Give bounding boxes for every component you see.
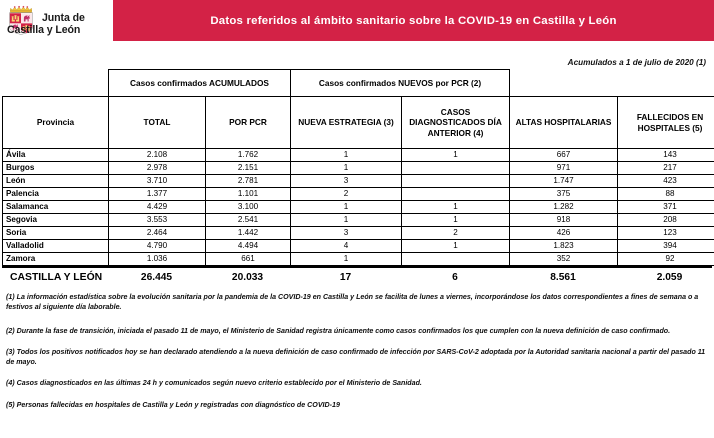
- cell-total: 2.108: [109, 149, 206, 162]
- table-row: [3, 240, 714, 253]
- cell-fallecidos: 371: [618, 201, 714, 214]
- cell-nueva-estrategia: 3: [291, 175, 402, 188]
- cell-fallecidos: 217: [618, 162, 714, 175]
- cell-nueva-estrategia: 1: [291, 149, 402, 162]
- cell-provincia: Burgos: [3, 162, 109, 175]
- table-row: [3, 201, 714, 214]
- cell-por-pcr: 2.541: [206, 214, 291, 227]
- table-row: [3, 188, 714, 201]
- cell-provincia: Ávila: [3, 149, 109, 162]
- column-header-total: TOTAL: [109, 97, 206, 149]
- footnote-1: (1) La información estadística sobre la evolución sanitaria por la pandemia de la COVID-19 en Castilla y León se facilita de lunes a viernes, incorporándose los datos correspondientes a fines de semana o a festivos al siguiente día laborable.: [6, 293, 699, 312]
- junta-logo-text: [7, 12, 85, 37]
- total-cell-nueva-estrategia: 17: [339, 272, 352, 283]
- cell-dia-anterior: [402, 253, 510, 266]
- cell-dia-anterior: [402, 162, 510, 175]
- cell-nueva-estrategia: 1: [291, 201, 402, 214]
- cell-fallecidos: 123: [618, 227, 714, 240]
- covid-data-table: [2, 69, 714, 266]
- cell-nueva-estrategia: 2: [291, 188, 402, 201]
- cell-altas: 971: [510, 162, 618, 175]
- page-banner: [0, 0, 714, 41]
- cell-provincia: Zamora: [3, 253, 109, 266]
- column-header-altas-hospitalarias: ALTAS HOSPITALARIAS: [510, 97, 618, 149]
- cell-por-pcr: 1.101: [206, 188, 291, 201]
- cell-fallecidos: 423: [618, 175, 714, 188]
- footnote-3: (3) Todos los positivos notificados hoy se han declarado atendiendo a la nueva definición de caso confirmado de infección por SARS-CoV-2 adoptada por la Autoridad sanitaria nacional a partir del pasado 11 de mayo.: [6, 347, 706, 367]
- total-cell-dia-anterior: 6: [452, 272, 458, 283]
- cell-dia-anterior: 1: [402, 149, 510, 162]
- cell-altas: 667: [510, 149, 618, 162]
- cell-total: 1.377: [109, 188, 206, 201]
- accumulated-date-label: Acumulados a 1 de julio de 2020 (1): [567, 58, 706, 67]
- logo-line-1: Junta de: [42, 12, 85, 24]
- footnote-2: (2) Durante la fase de transición, iniciada el pasado 11 de mayo, el Ministerio de Sanidad registra únicamente como casos confirmados los que cumplen con la nueva definición de caso confirmado.: [6, 326, 671, 335]
- table-row: [3, 175, 714, 188]
- cell-provincia: Segovia: [3, 214, 109, 227]
- column-header-provincia: Provincia: [3, 97, 109, 149]
- cell-por-pcr: 1.762: [206, 149, 291, 162]
- total-cell-por-pcr: 20.033: [231, 272, 264, 283]
- cell-total: 2.978: [109, 162, 206, 175]
- cell-fallecidos: 88: [618, 188, 714, 201]
- logo-line-2: Castilla y León: [7, 23, 81, 36]
- cell-por-pcr: 2.151: [206, 162, 291, 175]
- total-cell-total: 26.445: [140, 272, 173, 283]
- footnote-4: (4) Casos diagnosticados en las últimas 24 h y comunicados según nuevo criterio establecido por el Ministerio de Sanidad.: [6, 379, 422, 388]
- cell-fallecidos: 92: [618, 253, 714, 266]
- table-column-header-row: [3, 97, 714, 149]
- cell-altas: 918: [510, 214, 618, 227]
- cell-total: 3.553: [109, 214, 206, 227]
- cell-por-pcr: 3.100: [206, 201, 291, 214]
- cell-dia-anterior: 1: [402, 240, 510, 253]
- cell-total: 1.036: [109, 253, 206, 266]
- total-row-table: [2, 268, 714, 287]
- column-header-por-pcr: POR PCR: [206, 97, 291, 149]
- cell-por-pcr: 1.442: [206, 227, 291, 240]
- accumulated-date-wrapper: [0, 52, 714, 70]
- cell-por-pcr: 2.781: [206, 175, 291, 188]
- cell-altas: 1.823: [510, 240, 618, 253]
- table-group-header-row: [3, 70, 714, 97]
- cell-dia-anterior: 2: [402, 227, 510, 240]
- page-title: Datos referidos al ámbito sanitario sobre la COVID-19 en Castilla y León: [210, 14, 617, 27]
- table-row: [3, 227, 714, 240]
- cell-total: 4.790: [109, 240, 206, 253]
- column-header-fallecidos-hospitales: FALLECIDOS EN HOSPITALES (5): [618, 97, 714, 149]
- column-header-casos-diagnosticados: CASOS DIAGNOSTICADOS DÍA ANTERIOR (4): [402, 97, 510, 149]
- cell-nueva-estrategia: 1: [291, 253, 402, 266]
- total-cell-region: CASTILLA Y LEÓN: [10, 272, 103, 283]
- footnotes-section: [6, 292, 708, 421]
- table-row: [3, 214, 714, 227]
- cell-dia-anterior: [402, 188, 510, 201]
- table-row: [3, 149, 714, 162]
- cell-fallecidos: 394: [618, 240, 714, 253]
- table-row: [3, 253, 714, 266]
- cell-total: 4.429: [109, 201, 206, 214]
- cell-dia-anterior: [402, 175, 510, 188]
- cell-altas: 352: [510, 253, 618, 266]
- cell-provincia: Palencia: [3, 188, 109, 201]
- cell-altas: 375: [510, 188, 618, 201]
- cell-por-pcr: 661: [206, 253, 291, 266]
- total-cell-altas: 8.561: [550, 272, 576, 283]
- cell-nueva-estrategia: 1: [291, 162, 402, 175]
- total-cell-fallecidos: 2.059: [656, 272, 683, 283]
- total-row-wrapper: [2, 266, 712, 287]
- cell-altas: 426: [510, 227, 618, 240]
- group-header-spacer-altas: [510, 70, 618, 97]
- footnote-5: (5) Personas fallecidas en hospitales de Castilla y León y registradas con diagnóstico de COVID-19: [6, 400, 340, 409]
- cell-dia-anterior: 1: [402, 214, 510, 227]
- cell-provincia: Soria: [3, 227, 109, 240]
- junta-logo: [0, 0, 113, 45]
- cell-por-pcr: 4.494: [206, 240, 291, 253]
- cell-altas: 1.282: [510, 201, 618, 214]
- group-header-spacer-fallecidos: [618, 70, 714, 97]
- column-header-nueva-estrategia: NUEVA ESTRATEGIA (3): [291, 97, 402, 149]
- cell-nueva-estrategia: 3: [291, 227, 402, 240]
- cell-provincia: Valladolid: [3, 240, 109, 253]
- group-header-spacer: [3, 70, 109, 97]
- table-body: [3, 149, 714, 266]
- cell-fallecidos: 143: [618, 149, 714, 162]
- covid-data-table-wrapper: [2, 69, 712, 287]
- cell-nueva-estrategia: 1: [291, 214, 402, 227]
- table-row: [3, 162, 714, 175]
- cell-dia-anterior: 1: [402, 201, 510, 214]
- cell-altas: 1.747: [510, 175, 618, 188]
- cell-provincia: León: [3, 175, 109, 188]
- cell-nueva-estrategia: 4: [291, 240, 402, 253]
- cell-fallecidos: 208: [618, 214, 714, 227]
- cell-total: 2.464: [109, 227, 206, 240]
- total-row: [2, 268, 714, 287]
- group-header-acumulados: Casos confirmados ACUMULADOS: [109, 70, 291, 97]
- cell-provincia: Salamanca: [3, 201, 109, 214]
- group-header-nuevos: Casos confirmados NUEVOS por PCR (2): [291, 70, 510, 97]
- cell-total: 3.710: [109, 175, 206, 188]
